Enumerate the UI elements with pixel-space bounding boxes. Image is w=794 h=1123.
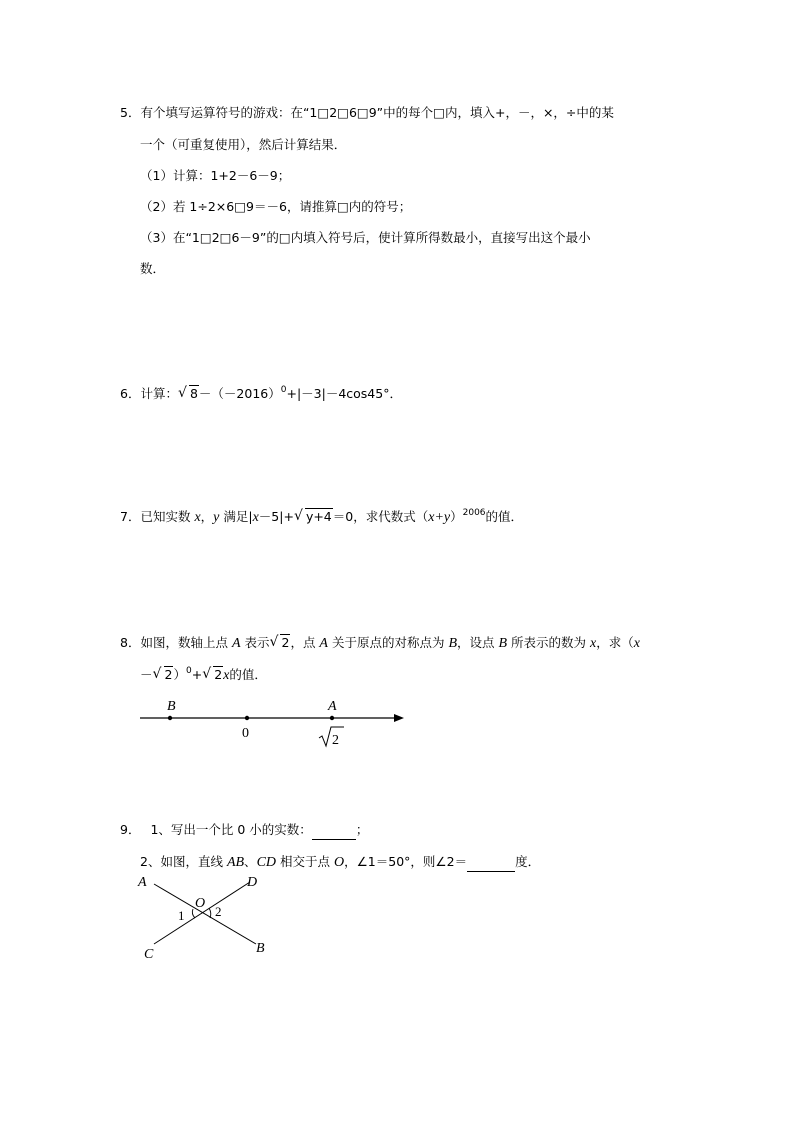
label-sqrt2: 2 xyxy=(332,733,339,748)
box-symbol: □ xyxy=(433,105,445,120)
label-b: B xyxy=(256,941,265,956)
sqrt-2: √ 2 xyxy=(269,634,290,650)
q9-line1: 9． 1、写出一个比 0 小的实数： ； xyxy=(120,821,368,840)
q8-line1: 8．如图，数轴上点 A 表示 √ 2，点 A 关于原点的对称点为 B，设点 B 所表示的数为 x，求（x xyxy=(120,634,640,651)
label-angle-2: 2 xyxy=(215,904,222,919)
label-c: C xyxy=(144,947,154,962)
label-o: O xyxy=(195,896,206,911)
point-a xyxy=(330,716,334,720)
q9-number: 9． xyxy=(120,822,141,837)
label-b: B xyxy=(167,699,176,714)
label-a: A xyxy=(328,699,337,714)
sqrt-2: √ 2 xyxy=(152,666,173,682)
q5-sub3: （3）在“1□2□6－9”的□内填入符号后，使计算所得数最小，直接写出这个最小 xyxy=(140,230,591,245)
q7-number: 7． xyxy=(120,509,141,524)
sqrt-8: √ 8 xyxy=(177,385,198,401)
q5-number: 5． xyxy=(120,105,141,120)
answer-blank-2 xyxy=(467,853,515,872)
q5-line1: 5．有个填写运算符号的游戏：在“1□2□6□9”中的每个□内，填入+，－，×，÷中的某 xyxy=(120,105,614,120)
box-symbol: □ xyxy=(219,230,232,245)
intersecting-lines-figure xyxy=(134,872,274,964)
line-cd xyxy=(154,882,250,944)
q9-line2: 2、如图，直线 AB、CD 相交于点 O，∠1＝50°，则∠2＝ 度． xyxy=(140,854,541,870)
number-line-figure xyxy=(130,694,420,754)
sqrt-y-plus-4: √ y+4 xyxy=(293,508,332,524)
q8-number: 8． xyxy=(120,635,141,650)
box-symbol: □ xyxy=(199,230,212,245)
q6-number: 6． xyxy=(120,386,141,401)
sqrt-2: √ 2 xyxy=(202,666,223,682)
q7-line: 7．已知实数 x，y 满足|x－5|+ √ y+4＝0，求代数式$(x+y)^{2006}$的值． xyxy=(120,508,524,525)
box-symbol: □ xyxy=(336,199,349,214)
box-symbol: □ xyxy=(317,105,330,120)
label-angle-1: 1 xyxy=(178,908,185,923)
q5-sub1: （1）计算：1+2－6－9； xyxy=(140,168,291,183)
label-origin: 0 xyxy=(242,726,249,741)
box-symbol: □ xyxy=(278,230,291,245)
point-b xyxy=(168,716,172,720)
q5-line2: 一个（可重复使用），然后计算结果． xyxy=(140,137,347,152)
axis-arrow xyxy=(394,714,404,722)
label-a: A xyxy=(138,875,147,890)
point-origin xyxy=(245,716,249,720)
q8-line2: － √ 2）$^0$+ √ 2x的值． xyxy=(140,666,267,683)
q5-sub2: （2）若 1÷2×6□9＝－6，请推算□内的符号； xyxy=(140,199,412,214)
answer-blank-1 xyxy=(312,821,356,840)
line-ab xyxy=(154,884,256,944)
q5-sub3-cont: 数． xyxy=(140,261,166,276)
box-symbol: □ xyxy=(356,105,369,120)
q6-line: 6．计算： √ $8-(-2016)^0+|-3|-4\cos 45^\circ$． xyxy=(120,385,402,401)
box-symbol: □ xyxy=(234,199,247,214)
label-d: D xyxy=(247,875,258,890)
box-symbol: □ xyxy=(337,105,349,120)
